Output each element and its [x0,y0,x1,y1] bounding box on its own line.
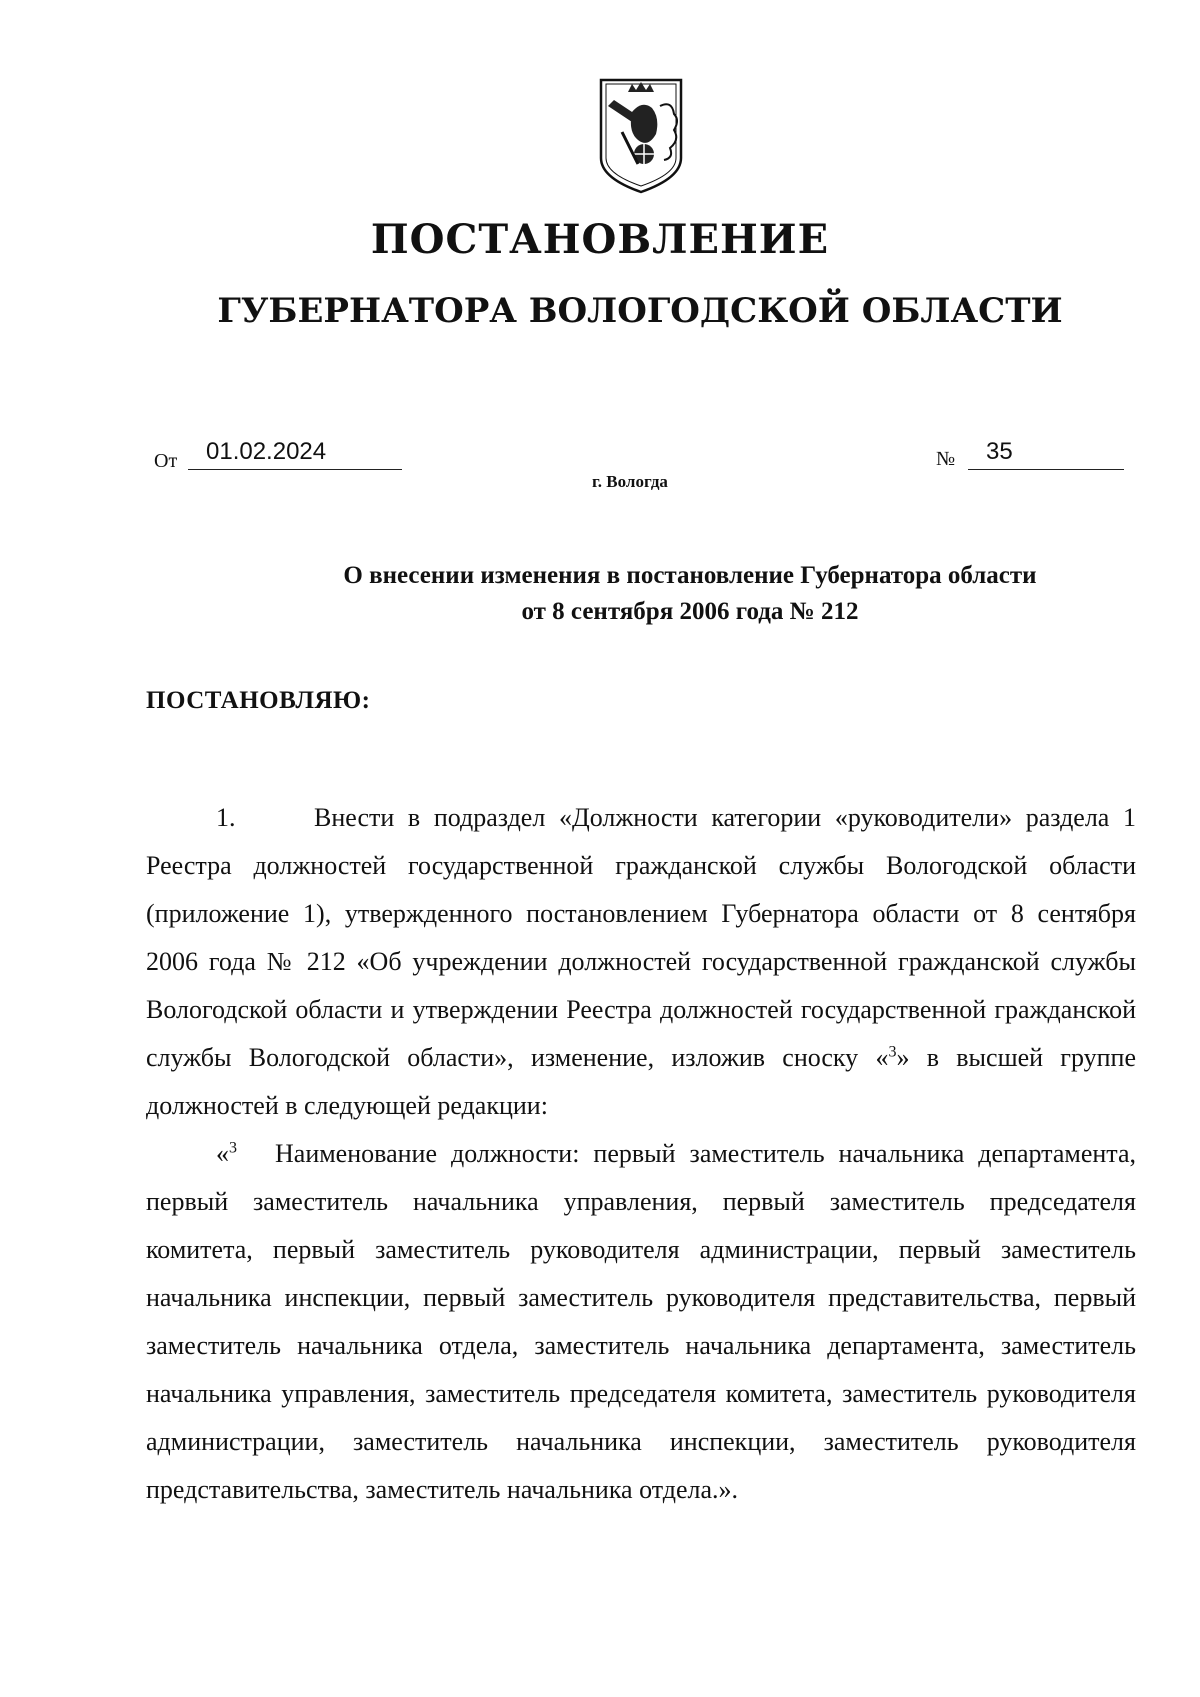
item-1-text-part-2: » в высшей группе должностей в следующей редакции: [146,1043,1137,1120]
quote-text: Наименование должности: первый заместитель начальника департамента, первый заместитель начальника управления, первый заместитель председателя комитета, первый заместитель руководителя администрации, первый заместитель начальника инспекции, первый заместитель руководителя представительства, первый заместитель начальника отдела, заместитель начальника департамента, заместитель начальника управления, заместитель председателя комитета, заместитель руководителя администрации, заместитель начальника инспекции, заместитель руководителя представительства, заместитель начальника отдела.». [146,1139,1136,1504]
document-title: ПОСТАНОВЛЕНИЕ [370,216,830,263]
subject-line-2: от 8 сентября 2006 года № 212 [521,598,859,625]
number-prefix: № [936,448,956,470]
item-1-number: 1. [216,803,236,832]
resolve-heading: ПОСТАНОВЛЯЮ: [146,687,371,714]
subject-line-1: О внесении изменения в постановление Губернатора области [343,562,1037,589]
item-1-footnote-ref: 3 [888,1043,897,1061]
date-prefix: От [154,450,178,472]
vologda-coat-of-arms-icon [598,78,684,194]
item-1-text-part-1: Внести в подраздел «Должности категории «руководители» раздела 1 Реестра должностей государственной гражданской службы Вологодской области (приложение 1), утвержденного постановлением Губернатора области от 8 сентября 2006 года № 212 «Об учреждении должностей государственной гражданской службы Вологодской области и утверждении Реестра должностей государственной гражданской службы Вологодской области», изменение, изложив сноску « [146,803,1136,1072]
quote-footnote-number: 3 [229,1139,237,1157]
document-date: 01.02.2024 [188,438,402,470]
item-1-paragraph [146,794,1136,1130]
quoted-footnote-paragraph [146,1130,1136,1514]
quote-open: « [216,1139,229,1168]
document-number: 35 [968,438,1124,470]
document-subject [0,558,1200,630]
city-label: г. Вологда [592,472,668,491]
document-subtitle: ГУБЕРНАТОРА ВОЛОГОДСКОЙ ОБЛАСТИ [217,291,1063,331]
